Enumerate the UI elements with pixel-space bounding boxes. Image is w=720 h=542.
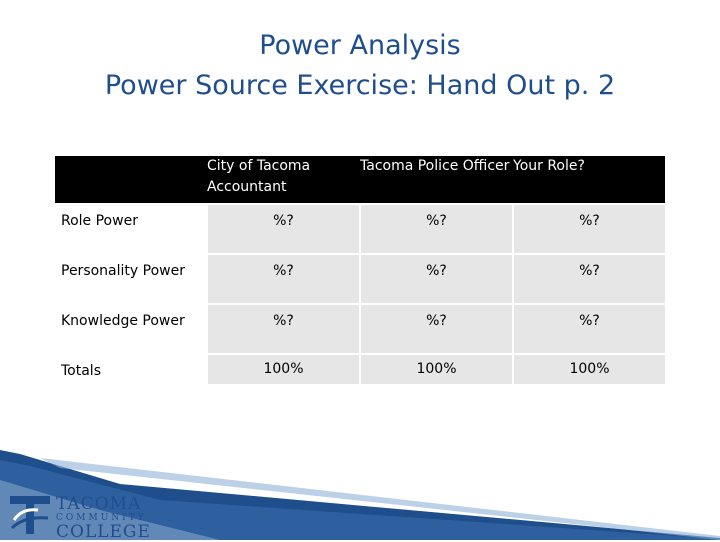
table-row-totals xyxy=(55,354,665,384)
logo-line3: COLLEGE xyxy=(56,522,151,542)
table-cell: 100% xyxy=(513,354,665,384)
table-header-row xyxy=(55,156,665,204)
header-cell-police-officer: Tacoma Police Officer xyxy=(360,156,513,204)
table-cell: %? xyxy=(513,204,665,254)
table-cell: 100% xyxy=(207,354,360,384)
slide-title-line2: Power Source Exercise: Hand Out p. 2 xyxy=(104,70,616,101)
table-cell: %? xyxy=(207,254,360,304)
table-row xyxy=(55,204,665,254)
table-cell: %? xyxy=(207,204,360,254)
table-cell: %? xyxy=(513,254,665,304)
table-cell: %? xyxy=(360,254,513,304)
row-label: Role Power xyxy=(55,204,207,254)
table-cell: %? xyxy=(513,304,665,354)
row-label: Knowledge Power xyxy=(55,304,207,354)
row-label: Personality Power xyxy=(55,254,207,304)
slide-title-line1: Power Analysis xyxy=(259,30,461,61)
logo-line1: TACOMA xyxy=(56,494,142,514)
power-table xyxy=(55,156,665,384)
table-cell: %? xyxy=(360,204,513,254)
table-cell: %? xyxy=(207,304,360,354)
table-cell: 100% xyxy=(360,354,513,384)
table-row xyxy=(55,254,665,304)
logo-line2: COMMUNITY xyxy=(56,513,147,523)
table-cell: %? xyxy=(360,304,513,354)
row-label: Totals xyxy=(55,354,207,384)
header-cell-accountant: City of Tacoma Accountant xyxy=(207,156,360,204)
table-row xyxy=(55,304,665,354)
tacoma-logo-icon xyxy=(8,494,54,536)
slide-title xyxy=(0,26,720,106)
header-cell-empty xyxy=(55,156,207,204)
header-cell-your-role: Your Role? xyxy=(513,156,665,204)
college-logo-text xyxy=(56,496,151,541)
